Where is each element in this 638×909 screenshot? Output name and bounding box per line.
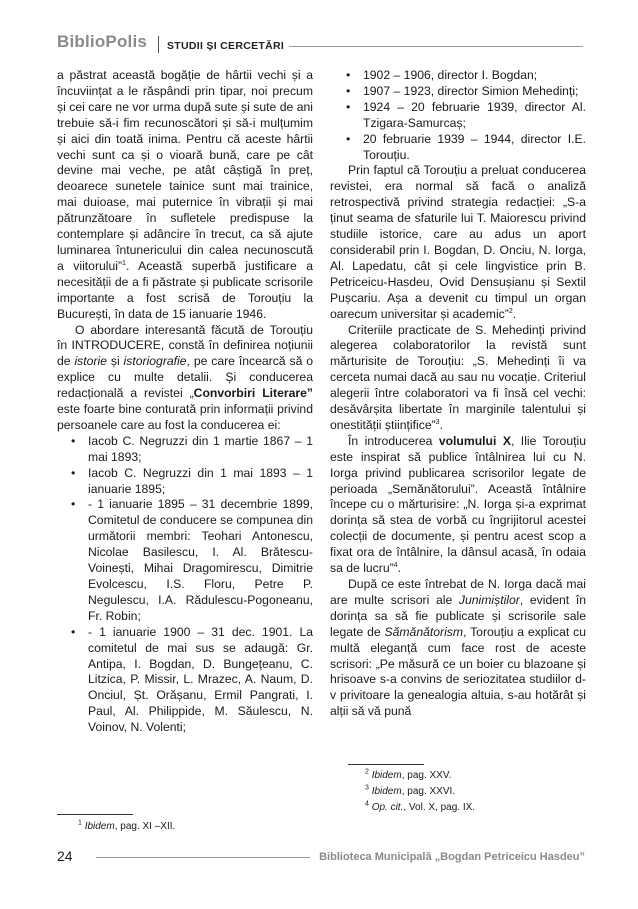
section-title: STUDII ȘI CERCETĂRI	[167, 40, 285, 52]
footnote-ref: 4	[393, 562, 398, 570]
left-column	[57, 68, 313, 736]
footer-rule	[96, 857, 310, 858]
footnote: $^3$ Ibidem, pag. XXVI.	[365, 784, 456, 797]
footnote-ref: 2	[508, 307, 513, 315]
footnote-ref: 1	[122, 259, 126, 267]
paragraph: Criteriile practicate de S. Mehedinți privind alegerea colaboratorilor la revistă sunt mărturisite de Torouțiu: „S. Mehedinți îi va cerceta numai dacă au sau nu vocație. Criteriul alegerii între colaboratori va fi însă cel vechi: desăvârșita libertate în marginile talentului și onestității științifice”$^3$.	[330, 322, 586, 432]
list-item: • Iacob C. Negruzzi din 1 mai 1893 – 1 ianuarie 1895;	[57, 466, 313, 498]
page-number: 24	[57, 848, 73, 864]
brand-logo: BiblioPolis	[57, 32, 148, 51]
list-item: • - 1 ianuarie 1895 – 31 decembrie 1899, Comitetul de conducere se compunea din următorii membri: Teohari Antonescu, Nicolae Basilescu, I. Al. Brătescu-Voinești, Mihai Dragomirescu, Dimitrie Evolcescu, I.S. Floru, Petre P. Negulescu, I.A. Rădulescu-Pogoneanu, Fr. Robin;	[57, 497, 313, 624]
list-item: • Iacob C. Negruzzi din 1 martie 1867 – 1 mai 1893;	[57, 434, 313, 466]
page-header	[57, 32, 585, 58]
footer-library: Biblioteca Municipală „Bogdan Petriceicu Hasdeu”	[319, 851, 585, 863]
paragraph: Prin faptul că Torouțiu a preluat conducerea revistei, era normal să facă o analiză retrospectivă privind strategia redacției: „S-a ținut seama de sfaturile lui T. Maiorescu privind studiile istorice, care au adus un aport considerabil prin I. Bogdan, D. Onciu, N. Iorga, Al. Lapedatu, cât și cele lingvistice prin B. Petriceicu-Hasdeu, Ovid Densușianu și Sextil Pușcariu. Așa a devenit cu timpul un organ oarecum universitar și academic”$^2$.	[330, 163, 586, 321]
paragraph: a păstrat această bogăție de hârtii vechi și a încuviințat a le răspândi prin tipar, noi precum și cei care ne vor urma după sute și sute de ani trebuie să-i fim recunoscători și să-i mulțumim și aici din toată inima. Pentru că aceste hârtii vechi sunt ca și o vioară bună, care pe cât devine mai veche, pe atât câștigă în preț, deoarece sunetele tainice sunt mai trainice, mai duioase, mai puternice în vibrații și mai pătrunzătoare în sufletele predispuse la contemplare și adâncire în trecut, ca să ajute luminarea întunericului din calea necunoscută a viitorului”$^1$. Această superbă justificare a necesității de a fi păstrate și publicate scrisorile importante a fost scrisă de Torouțiu la București, în data de 15 ianuarie 1946.	[57, 68, 313, 321]
paragraph: O abordare interesantă făcută de Torouțiu în INTRODUCERE, constă în definirea noțiunii de istorie și istoriografie, pe care încearcă să o explice cu multe detalii. Și conducerea redacțională a revistei „Convorbiri Literare” este foarte bine conturată prin informații privind persoanele care au fost la conducerea ei:	[57, 322, 314, 432]
right-column	[330, 68, 586, 720]
directors-list	[330, 68, 586, 163]
footnote: $^2$ Ibidem, pag. XXV.	[365, 768, 452, 781]
footnote-rule	[348, 764, 424, 765]
paragraph: După ce este întrebat de N. Iorga dacă mai are multe scrisori ale Junimiștilor, evident în dorința sa să fie publicate și scrisorile sale legate de Sămănătorism, Torouțiu a explicat cu multă eleganță cum face rost de aceste scrisori: „Pe măsură ce un boier cu blazoane și hrisoave s-a convins de seriozitatea studiilor d-v privitoare la genealogia altuia, s-au hotărât și alții să vă pună	[330, 577, 586, 719]
list-item: • 20 februarie 1939 – 1944, director I.E. Torouțiu.	[330, 132, 586, 164]
list-item: • 1924 – 20 februarie 1939, director Al. Tzigara-Samurcaș;	[330, 100, 586, 132]
paragraph: În introducerea volumului X, Ilie Torouțiu este inspirat să publice întâlnirea lui cu N. Iorga privind publicarea scrisorilor legate de perioada „Semănătorului”. Această întâlnire începe cu o mărturisire: „N. Iorga și-a exprimat dorința să stea de vorbă cu îngrijitorul acestei colecții de documente, și pentru acest scop a fixat ora de întâlnire, la dânsul acasă, în odaia sa de lucru”$^4$.	[330, 433, 586, 576]
header-separator	[158, 36, 159, 53]
list-item: • 1902 – 1906, director I. Bogdan;	[330, 68, 586, 84]
footnote: $^4$ Op. cit., Vol. X, pag. IX.	[365, 800, 476, 813]
footnote: $^1$ Ibidem, pag. XI –XII.	[78, 819, 176, 832]
header-rule	[289, 46, 583, 47]
editors-list	[57, 434, 313, 736]
footnote-rule	[57, 814, 133, 815]
footnote-ref: 3	[435, 418, 440, 426]
list-item: • - 1 ianuarie 1900 – 31 dec. 1901. La comitetul de mai sus se adaugă: Gr. Antipa, I. Bogdan, D. Bungețeanu, C. Litzica, P. Missir, L. Mrazec, A. Naum, D. Onciul, Șt. Orășanu, Ermil Pangrati, I. Paul, Al. Philippide, M. Săulescu, N. Voinov, N. Volenti;	[57, 625, 313, 736]
list-item: • 1907 – 1923, director Simion Mehedinți;	[330, 84, 586, 100]
